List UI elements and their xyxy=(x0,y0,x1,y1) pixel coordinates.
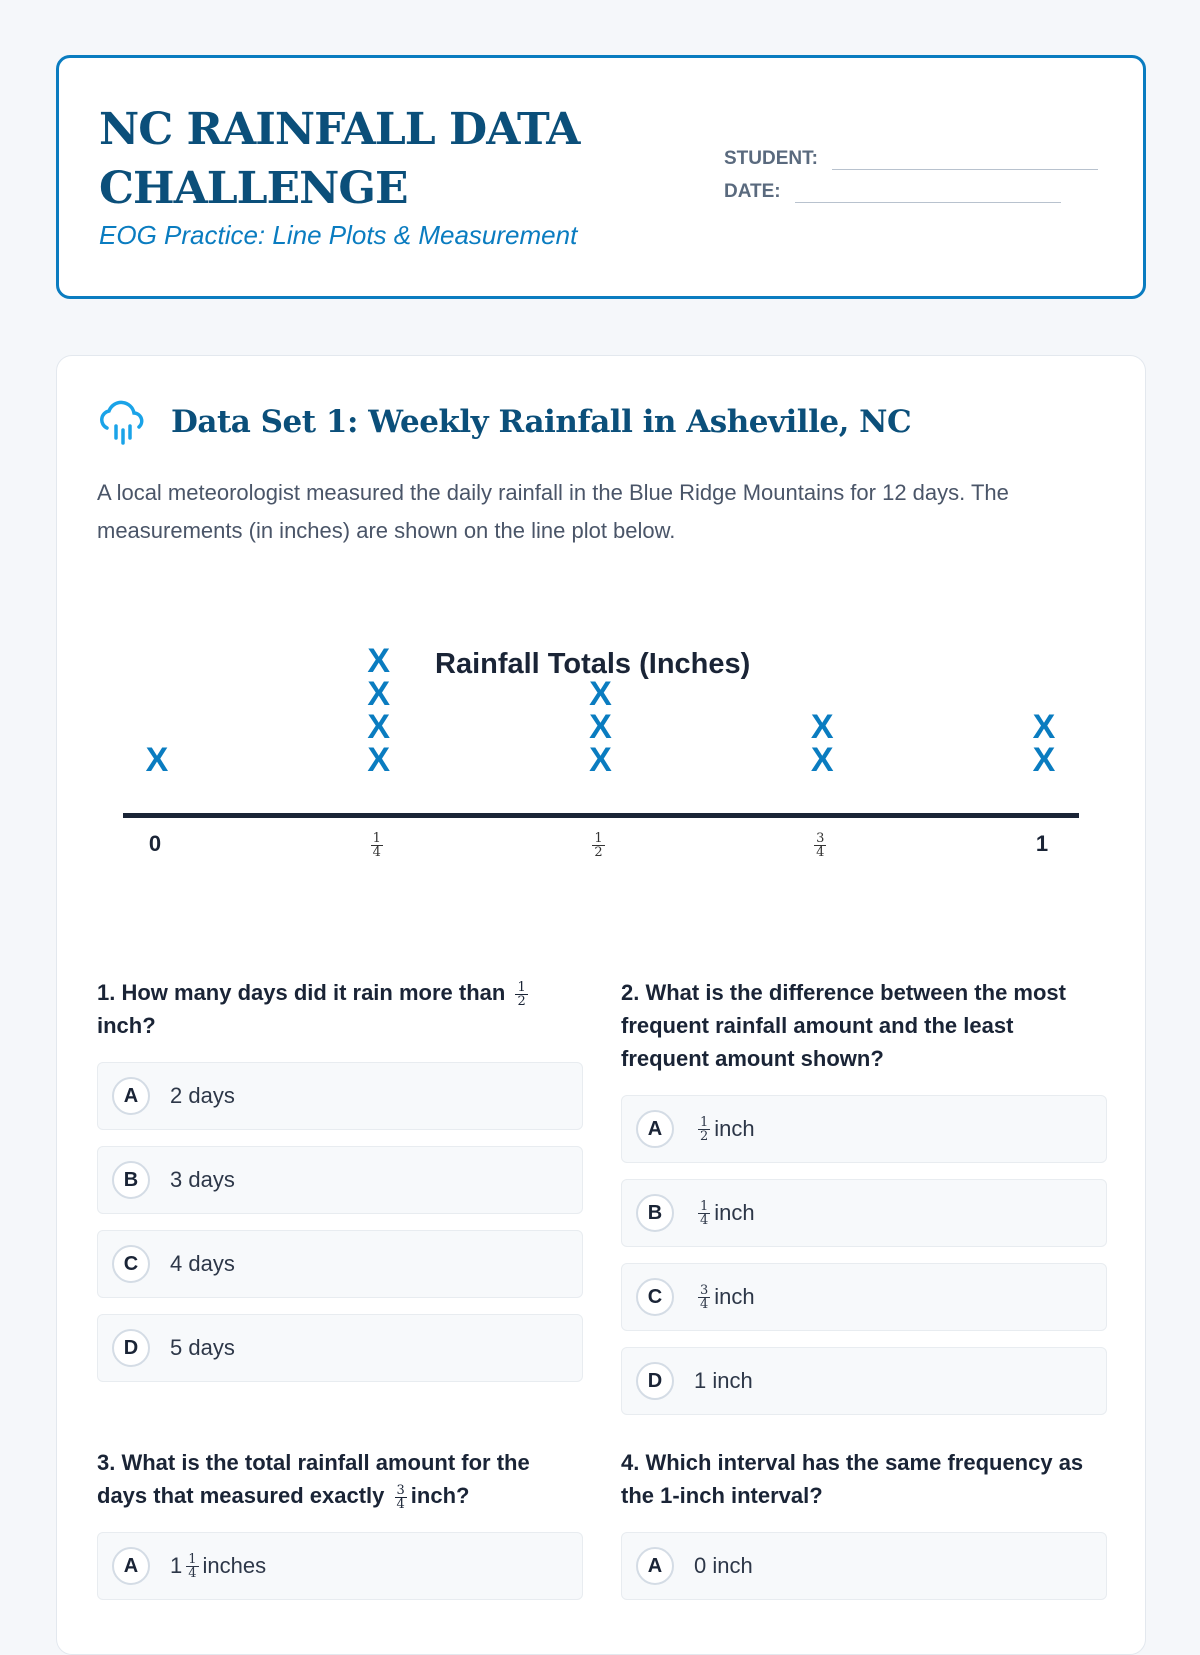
option-letter-badge: A xyxy=(636,1110,674,1148)
numerator: 3 xyxy=(700,1282,709,1298)
tick-label-4: 1 xyxy=(1035,831,1049,856)
option-whole: 1 xyxy=(170,1553,183,1578)
option-text: 5 days xyxy=(170,1335,235,1360)
x-marker: X xyxy=(145,741,169,779)
page-subtitle: EOG Practice: Line Plots & Measurement xyxy=(99,220,578,250)
denominator: 2 xyxy=(700,1128,709,1144)
option-letter-badge: A xyxy=(636,1547,674,1585)
question-3 xyxy=(97,1446,583,1616)
numerator: 1 xyxy=(188,1551,197,1567)
tick-label-2 xyxy=(579,831,619,859)
option-letter-badge: A xyxy=(112,1547,150,1585)
question-1 xyxy=(97,976,583,1398)
x-marker: X xyxy=(367,708,391,746)
numerator: 1 xyxy=(372,830,381,846)
question-text xyxy=(97,976,583,1042)
question-prompt: 1. How many days did it rain more than xyxy=(97,980,506,1005)
option-letter-badge: C xyxy=(112,1245,150,1283)
question-text xyxy=(621,976,1107,1075)
student-field[interactable] xyxy=(724,148,1098,170)
answer-option-b[interactable] xyxy=(97,1146,583,1214)
question-prompt: 3. What is the total rainfall amount for the days that measured exactly xyxy=(97,1450,530,1508)
denominator: 4 xyxy=(188,1565,197,1581)
denominator: 4 xyxy=(372,844,381,860)
denominator: 4 xyxy=(816,844,825,860)
section-title: Data Set 1: Weekly Rainfall in Asheville, NC xyxy=(171,404,912,440)
option-letter-badge: C xyxy=(636,1278,674,1316)
question-2 xyxy=(621,976,1107,1431)
option-text: inch xyxy=(714,1284,755,1309)
tick-label-0: 0 xyxy=(148,831,162,856)
numerator: 1 xyxy=(517,979,526,995)
question-4 xyxy=(621,1446,1107,1616)
fraction xyxy=(515,981,527,1008)
option-letter-badge: B xyxy=(112,1161,150,1199)
student-line[interactable] xyxy=(832,169,1098,170)
x-marker: X xyxy=(367,642,391,680)
option-letter-badge: D xyxy=(636,1362,674,1400)
fraction xyxy=(698,1284,710,1311)
date-line[interactable] xyxy=(795,202,1061,203)
header-card xyxy=(56,55,1146,299)
x-marker: X xyxy=(367,675,391,713)
student-label: STUDENT: xyxy=(724,148,818,169)
option-text: 4 days xyxy=(170,1251,235,1276)
denominator: 2 xyxy=(594,844,603,860)
answer-option-a[interactable] xyxy=(97,1532,583,1600)
x-marker: X xyxy=(367,741,391,779)
tick-label-3 xyxy=(800,831,840,859)
denominator: 2 xyxy=(517,993,526,1009)
number-line xyxy=(123,813,1079,818)
question-text xyxy=(621,1446,1107,1512)
fraction xyxy=(698,1200,710,1227)
tick-label-1 xyxy=(357,831,397,859)
date-label: DATE: xyxy=(724,181,781,202)
page-title: NC RAINFALL DATA CHALLENGE xyxy=(99,104,580,214)
numerator: 3 xyxy=(396,1482,405,1498)
denominator: 4 xyxy=(700,1296,709,1312)
plot-title: Rainfall Totals (Inches) xyxy=(435,648,751,680)
x-marker: X xyxy=(1032,741,1056,779)
option-text: inch xyxy=(714,1200,755,1225)
answer-option-d[interactable] xyxy=(97,1314,583,1382)
question-text xyxy=(97,1446,583,1512)
option-letter-badge: D xyxy=(112,1329,150,1367)
option-text: inches xyxy=(202,1553,267,1578)
x-marker: X xyxy=(810,741,834,779)
answer-option-d[interactable] xyxy=(621,1347,1107,1415)
option-text: 0 inch xyxy=(694,1553,753,1578)
option-text: 2 days xyxy=(170,1083,235,1108)
data-set-card xyxy=(56,355,1146,1655)
fraction xyxy=(698,1116,710,1143)
option-letter-badge: A xyxy=(112,1077,150,1115)
numerator: 3 xyxy=(816,830,825,846)
option-text: 3 days xyxy=(170,1167,235,1192)
option-text: 1 inch xyxy=(694,1368,753,1393)
denominator: 4 xyxy=(700,1212,709,1228)
x-marker: X xyxy=(589,741,612,779)
answer-option-a[interactable] xyxy=(97,1062,583,1130)
denominator: 4 xyxy=(396,1496,405,1512)
fraction xyxy=(371,832,383,859)
date-field[interactable] xyxy=(724,181,1061,203)
numerator: 1 xyxy=(700,1198,709,1214)
question-prompt: 2. What is the difference between the most frequent rainfall amount and the least frequent amount shown? xyxy=(621,980,1066,1071)
answer-option-a[interactable] xyxy=(621,1532,1107,1600)
x-marker: X xyxy=(1032,708,1056,746)
line-plot xyxy=(57,356,1147,916)
option-letter-badge: B xyxy=(636,1194,674,1232)
x-marker: X xyxy=(589,708,612,746)
section-description: A local meteorologist measured the daily rainfall in the Blue Ridge Mountains for 12 days. The measurements (in inches) are shown on the line plot below. xyxy=(97,480,1009,543)
fraction xyxy=(592,832,604,859)
answer-option-b[interactable] xyxy=(621,1179,1107,1247)
numerator: 1 xyxy=(594,830,603,846)
x-marker: X xyxy=(810,708,834,746)
answer-option-a[interactable] xyxy=(621,1095,1107,1163)
x-marker: X xyxy=(589,675,612,713)
question-suffix: inch? xyxy=(410,1483,470,1508)
option-text: inch xyxy=(714,1116,755,1141)
fraction xyxy=(186,1553,198,1580)
answer-option-c[interactable] xyxy=(97,1230,583,1298)
question-prompt: 4. Which interval has the same frequency as the 1-inch interval? xyxy=(621,1450,1084,1508)
answer-option-c[interactable] xyxy=(621,1263,1107,1331)
fraction xyxy=(395,1484,407,1511)
question-suffix: inch? xyxy=(97,1013,156,1038)
numerator: 1 xyxy=(700,1114,709,1130)
fraction xyxy=(814,832,826,859)
